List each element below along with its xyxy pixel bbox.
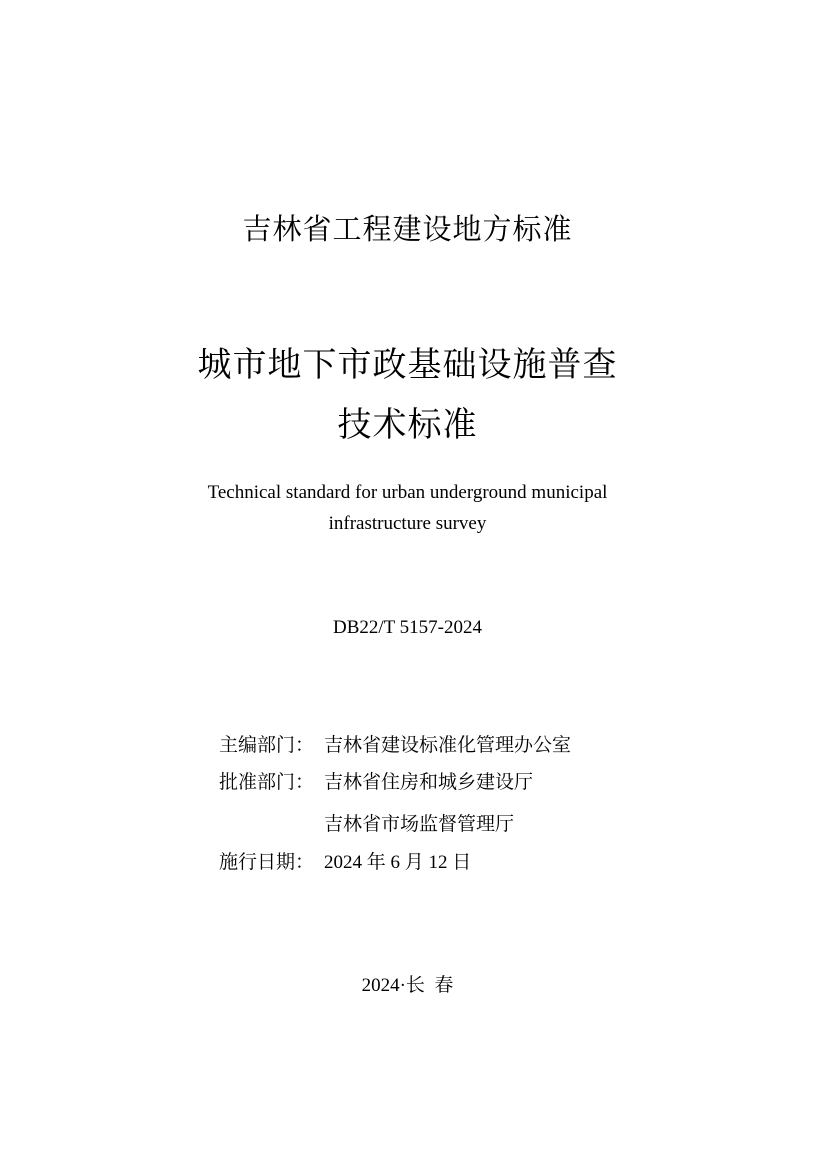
main-title-line-1: 城市地下市政基础设施普查 xyxy=(197,345,618,385)
main-title-line-2: 技术标准 xyxy=(337,405,478,445)
series-title: 吉林省工程建设地方标准 xyxy=(242,212,573,246)
standard-code: DB22/T 5157-2024 xyxy=(332,617,482,638)
date-label: 施行日期： xyxy=(219,852,315,873)
editor-value: 吉林省建设标准化管理办公室 xyxy=(324,735,572,756)
approver-value-2: 吉林省市场监督管理厅 xyxy=(324,814,515,835)
date-value: 2024 年 6 月 12 日 xyxy=(324,852,472,873)
english-title-line-2: infrastructure survey xyxy=(328,513,487,534)
english-title-line-1: Technical standard for urban underground municipal xyxy=(207,482,608,503)
editor-label: 主编部门： xyxy=(219,735,315,756)
approver-row xyxy=(219,767,533,794)
approver-row-2 xyxy=(219,809,514,836)
place-year: 2024·长 春 xyxy=(361,975,454,996)
date-row xyxy=(219,847,471,874)
editor-row xyxy=(219,730,571,757)
approver-label: 批准部门： xyxy=(219,772,315,793)
approver-value-1: 吉林省住房和城乡建设厅 xyxy=(324,772,534,793)
